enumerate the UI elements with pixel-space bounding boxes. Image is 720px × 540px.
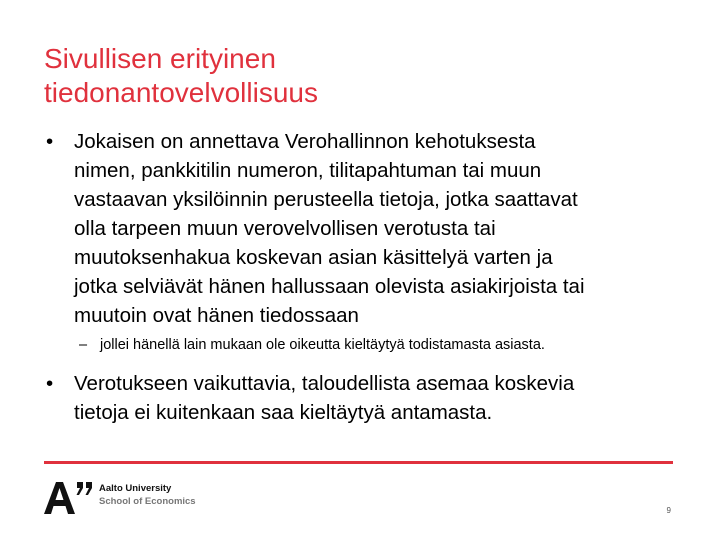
bullet-item [44, 369, 686, 427]
bullet-text-line: olla tarpeen muun verovelvollisen verotusta tai [74, 217, 496, 240]
logo-wordmark [99, 482, 196, 508]
sub-bullet-text: jollei hänellä lain mukaan ole oikeutta kieltäytyä todistamasta asiasta. [100, 337, 545, 353]
title-line: tiedonantovelvollisuus [44, 77, 318, 108]
bullet-item [44, 127, 686, 330]
bullet-text-line: Jokaisen on annettava Verohallinnon kehotuksesta [74, 130, 536, 153]
logo-school-name: School of Economics [99, 496, 196, 507]
slide-title [44, 42, 664, 110]
bullet-text-line: vastaavan yksilöinnin perusteella tietoja, jotka saattavat [74, 188, 578, 211]
bullet-text-line: tietoja ei kuitenkaan saa kieltäytyä antamasta. [74, 401, 493, 424]
bullet-marker: • [46, 372, 54, 395]
aalto-logo [44, 480, 214, 516]
slide-body [44, 127, 684, 427]
bullet-text-line: jotka selviävät hänen hallussaan olevista asiakirjoista tai [74, 275, 585, 298]
title-line: Sivullisen erityinen [44, 43, 276, 74]
aalto-logo-mark-icon [44, 480, 96, 516]
bullet-text-line: muutoksenhakua koskevan asian käsittelyä varten ja [74, 246, 553, 269]
sub-bullet-marker: – [79, 337, 88, 353]
bullet-text-line: Verotukseen vaikuttavia, taloudellista asemaa koskevia [74, 372, 575, 395]
bullet-text-line: muutoin ovat hänen tiedossaan [74, 304, 359, 327]
bullet-text-line: nimen, pankkitilin numeron, tilitapahtuman tai muun [74, 159, 542, 182]
page-number: 9 [666, 506, 671, 515]
sub-bullet-item [44, 336, 684, 354]
bullet-marker: • [46, 130, 54, 153]
footer-divider [44, 461, 673, 464]
logo-university-name: Aalto University [99, 483, 172, 494]
